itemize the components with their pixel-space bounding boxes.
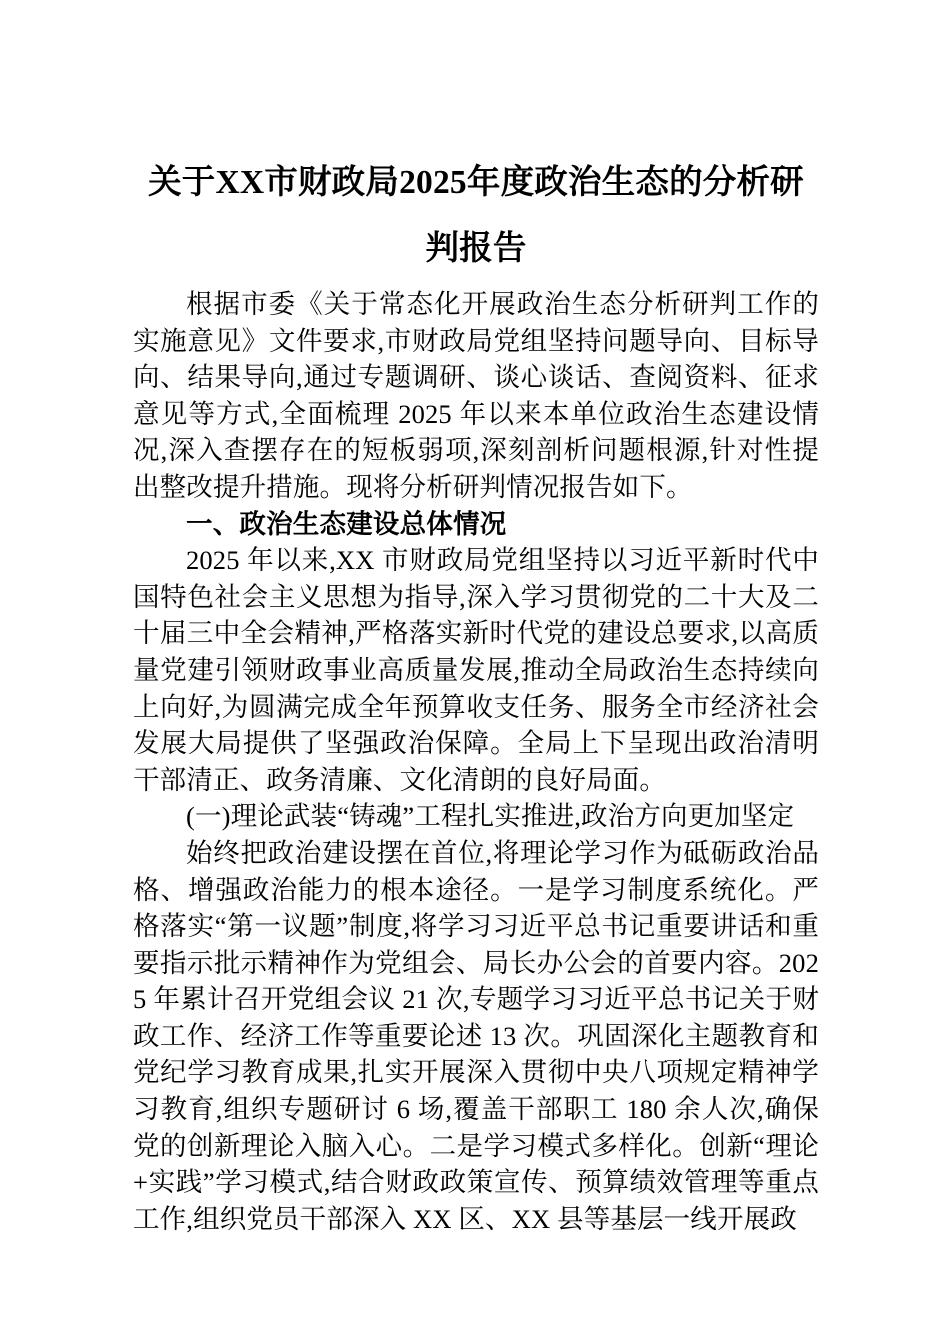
- paragraph-subsection-one-one-body: 始终把政治建设摆在首位,将理论学习作为砥砺政治品格、增强政治能力的根本途径。一是学习制度系统化。严格落实“第一议题”制度,将学习习近平总书记重要讲话和重要指示批示精神作为党组会、局长办公会的首要内容。2025 年累计召开党组会议 21 次,专题学习习近平总书记关于财政工作、经济工作等重要论述 13 次。巩固深化主题教育和党纪学习教育成果,扎实开展深入贯彻中央八项规定精神学习教育,组织专题研讨 6 场,覆盖干部职工 180 余人次,确保党的创新理论入脑入心。二是学习模式多样化。创新“理论+实践”学习模式,结合财政政策宣传、预算绩效管理等重点工作,组织党员干部深入 XX 区、XX 县等基层一线开展政: [133, 837, 819, 1234]
- page-title: 关于XX市财政局2025年度政治生态的分析研判报告: [148, 164, 804, 267]
- heading-subsection-one-one: (一)理论武装“铸魂”工程扎实推进,政治方向更加坚定: [186, 801, 795, 832]
- paragraph-preamble: 根据市委《关于常态化开展政治生态分析研判工作的实施意见》文件要求,市财政局党组坚持问题导向、目标导向、结果导向,通过专题调研、谈心谈话、查阅资料、征求意见等方式,全面梳理 2025 年以来本单位政治生态建设情况,深入查摆存在的短板弱项,深刻剖析问题根源,针对性提出整改提升措施。现将分析研判情况报告如下。: [133, 289, 819, 502]
- paragraph-section-one-overview: 2025 年以来,XX 市财政局党组坚持以习近平新时代中国特色社会主义思想为指导,深入学习贯彻党的二十大及二十届三中全会精神,严格落实新时代党的建设总要求,以高质量党建引领财政事业高质量发展,推动全局政治生态持续向上向好,为圆满完成全年预算收支任务、服务全市经济社会发展大局提供了坚强政治保障。全局上下呈现出政治清明干部清正、政务清廉、文化清朗的良好局面。: [133, 545, 819, 795]
- document-body: [133, 150, 819, 1237]
- heading-section-one: 一、政治生态建设总体情况: [186, 508, 507, 539]
